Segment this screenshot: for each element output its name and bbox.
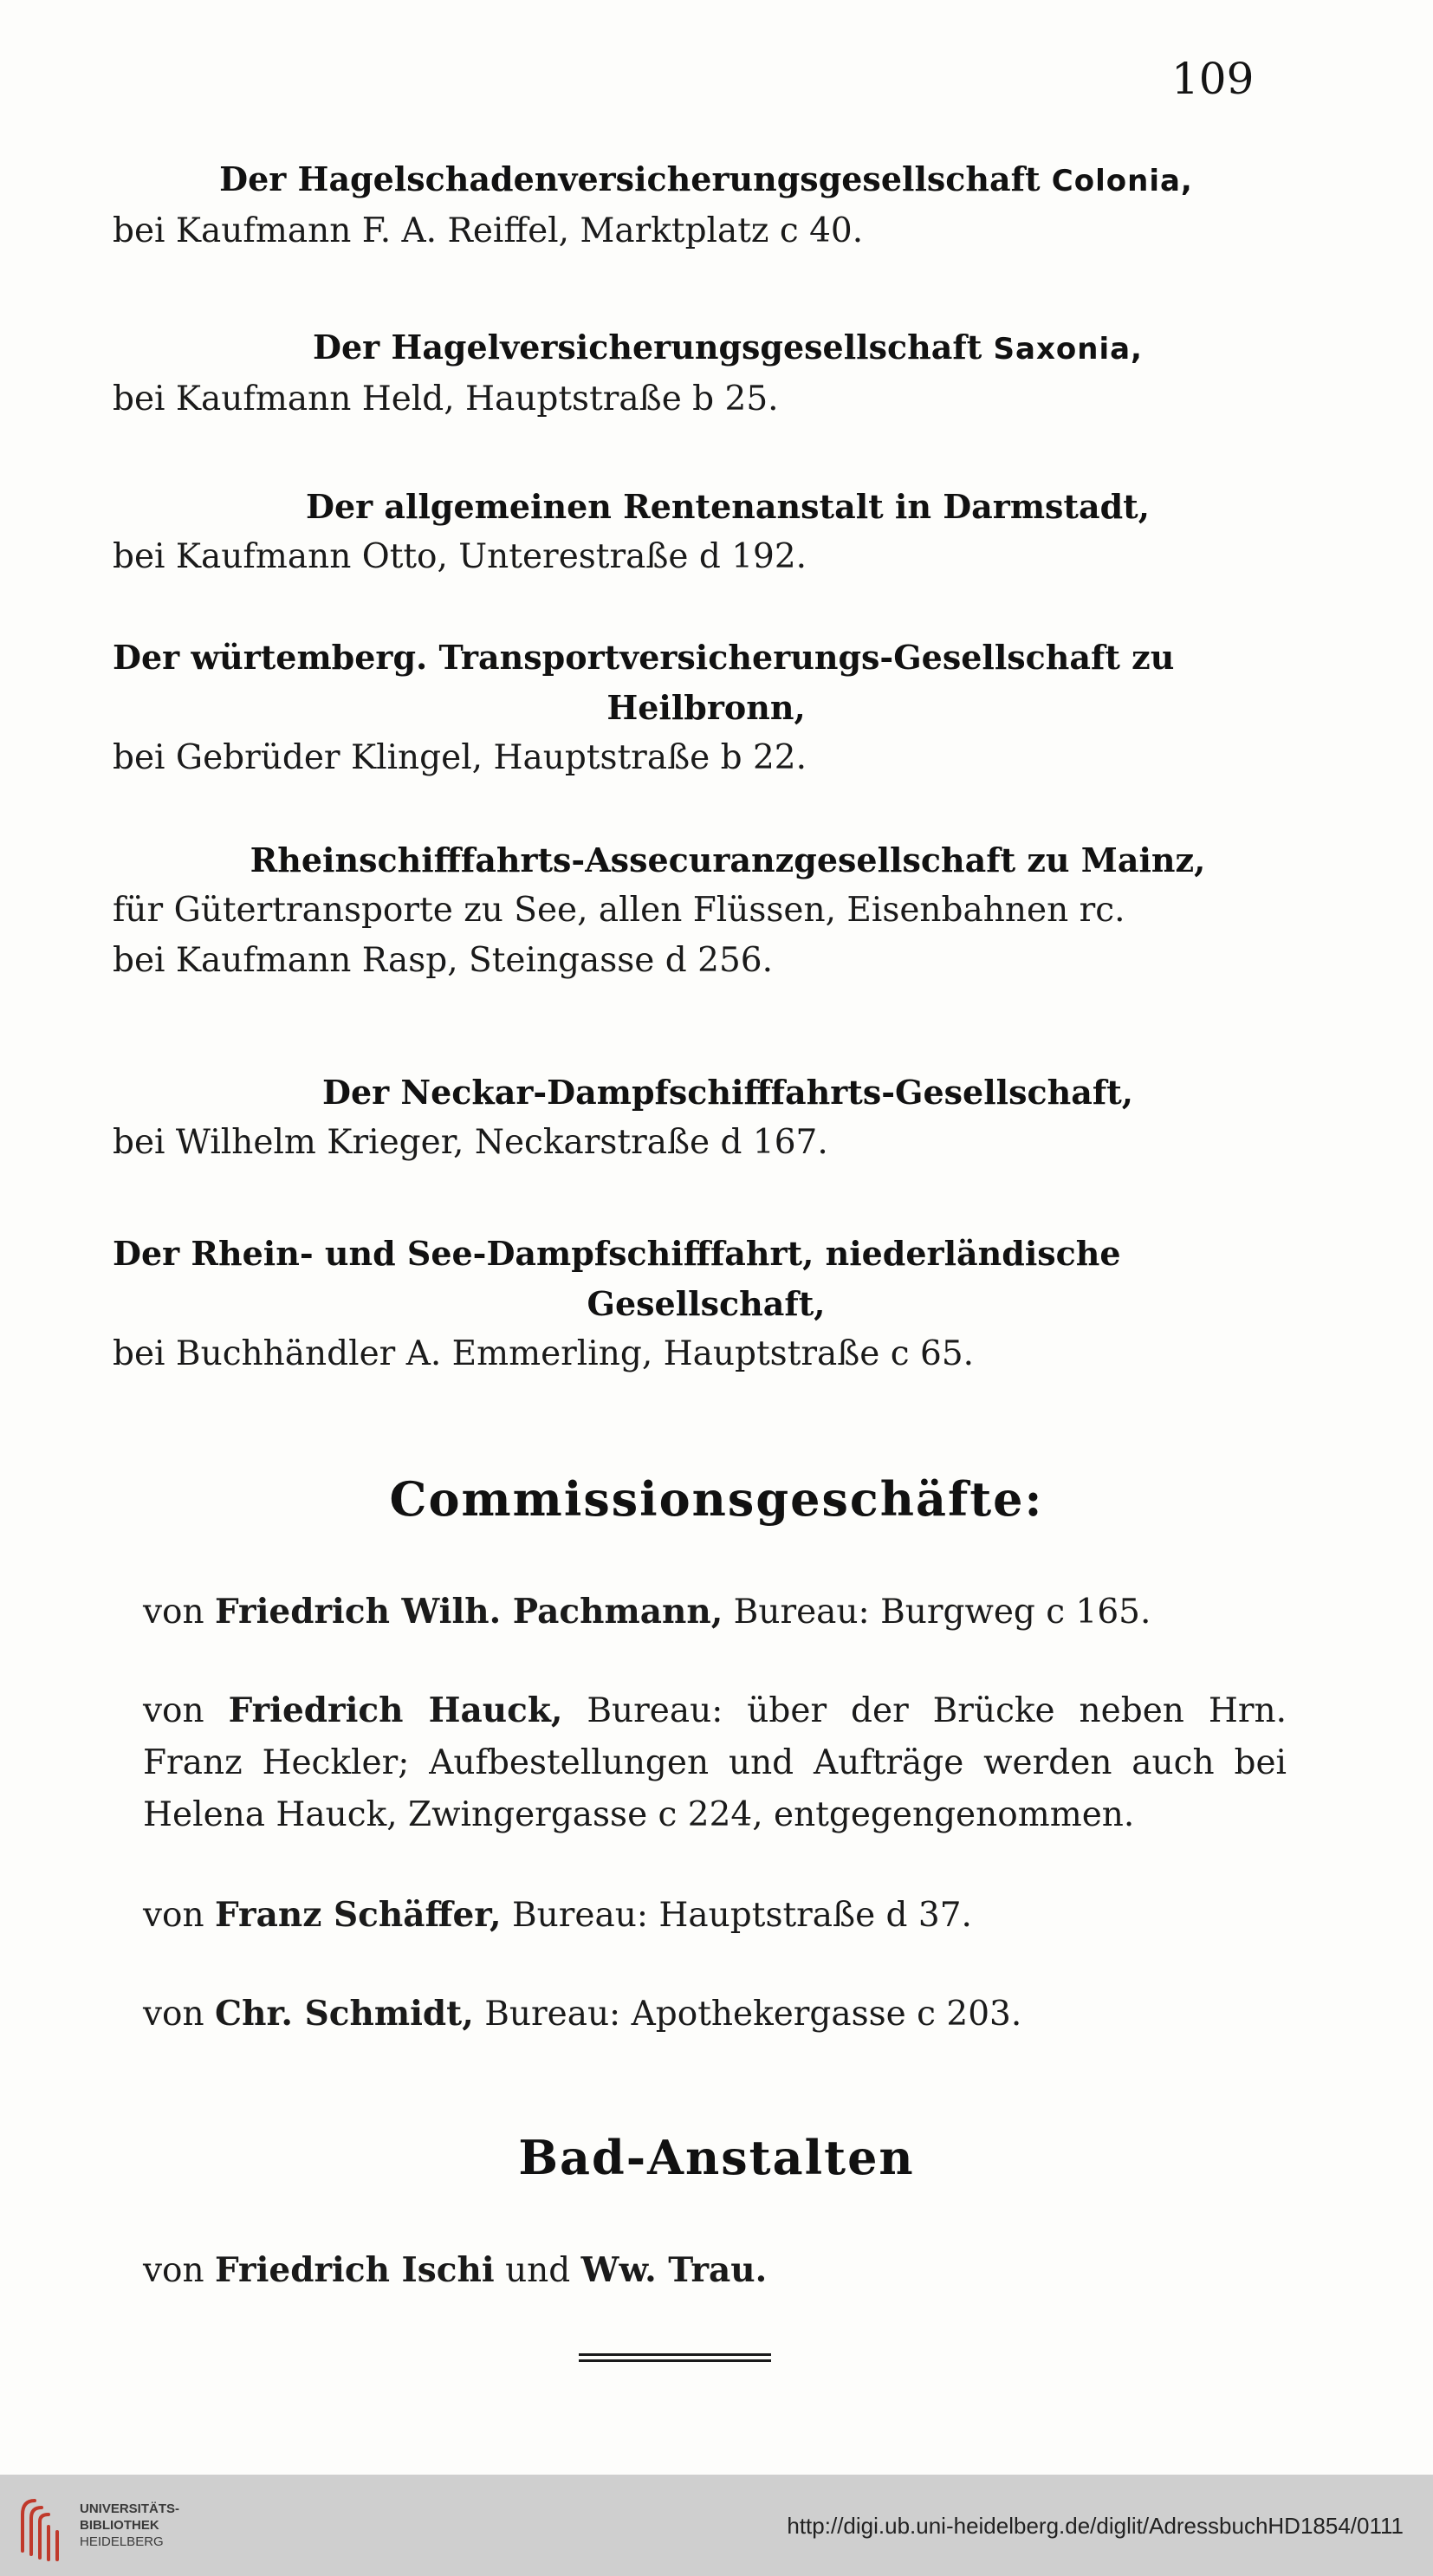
insurance-entry-rhein-see <box>113 1229 1300 1379</box>
commission-item: von Chr. Schmidt, Bureau: Apothekergasse c 203. <box>143 1994 1022 2034</box>
institution-name: UNIVERSITÄTS- BIBLIOTHEK HEIDELBERG <box>80 2501 180 2549</box>
entry-address: bei Buchhändler A. Emmerling, Hauptstraße c 65. <box>113 1334 975 1373</box>
ub-heidelberg-logo-icon <box>16 2490 68 2561</box>
source-url-link[interactable]: http://digi.ub.uni-heidelberg.de/diglit/AdressbuchHD1854/0111 <box>787 2513 1404 2539</box>
page-number: 109 <box>1171 54 1255 104</box>
entry-heading-continued: Heilbronn, <box>606 688 806 727</box>
section-title-baths: Bad-Anstalten <box>518 2130 915 2185</box>
commission-item: von Friedrich Wilh. Pachmann, Bureau: Burgweg c 165. <box>143 1592 1151 1632</box>
commission-item: von Friedrich Hauck, Bureau: über der Brücke neben Hrn. Franz Heckler; Aufbestellungen und Aufträge werden auch bei Helena Hauck, Zwingergasse c 224, entgegengenommen. <box>143 1690 1287 1834</box>
commission-item: von Franz Schäffer, Bureau: Hauptstraße d 37. <box>143 1895 972 1935</box>
entry-description: für Gütertransporte zu See, allen Flüssen, Eisenbahnen rc. <box>113 891 1125 930</box>
insurance-entry-saxonia <box>113 322 1300 425</box>
entry-heading: Der Neckar-Dampfschifffahrts-Gesellschaft, <box>322 1073 1133 1112</box>
insurance-entry-colonia <box>113 154 1300 256</box>
insurance-entry-wuertemberg <box>113 633 1300 783</box>
entry-heading: Der würtemberg. Transportversicherungs-Gesellschaft zu <box>113 638 1175 677</box>
baths-item: von Friedrich Ischi und Ww. Trau. <box>143 2250 768 2290</box>
entry-heading-continued: Gesellschaft, <box>587 1284 826 1323</box>
entry-address: bei Kaufmann F. A. Reiffel, Marktplatz c 40. <box>113 211 864 250</box>
section-title-commission: Commissionsgeschäfte: <box>389 1471 1044 1527</box>
insurance-entry-neckar <box>113 1067 1300 1168</box>
entry-heading: Der Hagelschadenversicherungsgesellschaft Colonia, <box>219 159 1193 198</box>
entry-address: bei Wilhelm Krieger, Neckarstraße d 167. <box>113 1123 828 1162</box>
entry-heading: Der allgemeinen Rentenanstalt in Darmstadt, <box>306 487 1150 526</box>
insurance-entry-rentenanstalt <box>113 482 1300 582</box>
entry-address: bei Kaufmann Otto, Unterestraße d 192. <box>113 537 807 576</box>
entry-heading: Rheinschifffahrts-Assecuranzgesellschaft zu Mainz, <box>250 840 1206 879</box>
entry-heading: Der Rhein- und See-Dampfschifffahrt, niederländische <box>113 1234 1121 1273</box>
footer-bar <box>0 2475 1433 2576</box>
entry-heading: Der Hagelversicherungsgesellschaft Saxonia, <box>313 328 1143 367</box>
entry-address: bei Kaufmann Rasp, Steingasse d 256. <box>113 941 773 980</box>
entry-address: bei Kaufmann Held, Hauptstraße b 25. <box>113 380 779 419</box>
entry-address: bei Gebrüder Klingel, Hauptstraße b 22. <box>113 738 807 777</box>
end-divider <box>579 2353 771 2362</box>
insurance-entry-rheinschifffahrt <box>113 835 1300 986</box>
